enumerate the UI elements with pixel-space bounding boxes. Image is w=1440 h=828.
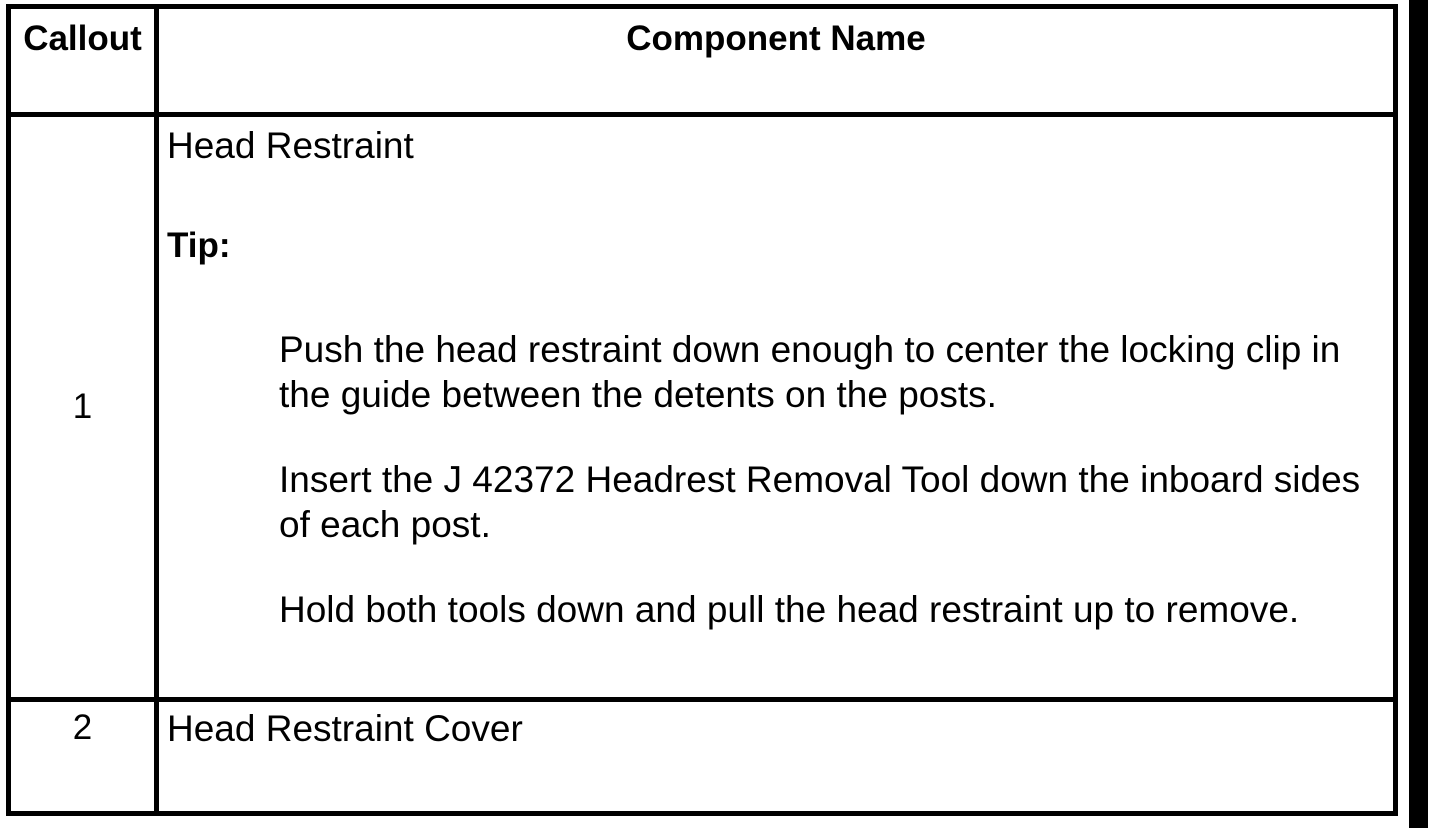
callout-column-header: Callout <box>9 7 157 115</box>
component-cell <box>157 699 1396 813</box>
tip-item: Push the head restraint down enough to center the locking clip in the guide between the detents on the posts. <box>279 329 1341 415</box>
component-name: Head Restraint <box>167 125 414 166</box>
callout-number: 2 <box>9 699 157 813</box>
component-name-column-header: Component Name <box>157 7 1396 115</box>
tip-item: Hold both tools down and pull the head restraint up to remove. <box>279 589 1300 630</box>
table-header-row <box>9 7 1396 115</box>
table-row <box>9 115 1396 700</box>
callout-table <box>6 4 1398 816</box>
callout-number: 1 <box>9 115 157 700</box>
tip-label: Tip: <box>167 226 231 265</box>
tip-list <box>159 327 1393 632</box>
table-row <box>9 699 1396 813</box>
page-edge-bar <box>1409 0 1428 828</box>
tip-item: Insert the J 42372 Headrest Removal Tool down the inboard sides of each post. <box>279 459 1361 545</box>
component-cell <box>157 115 1396 700</box>
component-name: Head Restraint Cover <box>167 707 523 749</box>
